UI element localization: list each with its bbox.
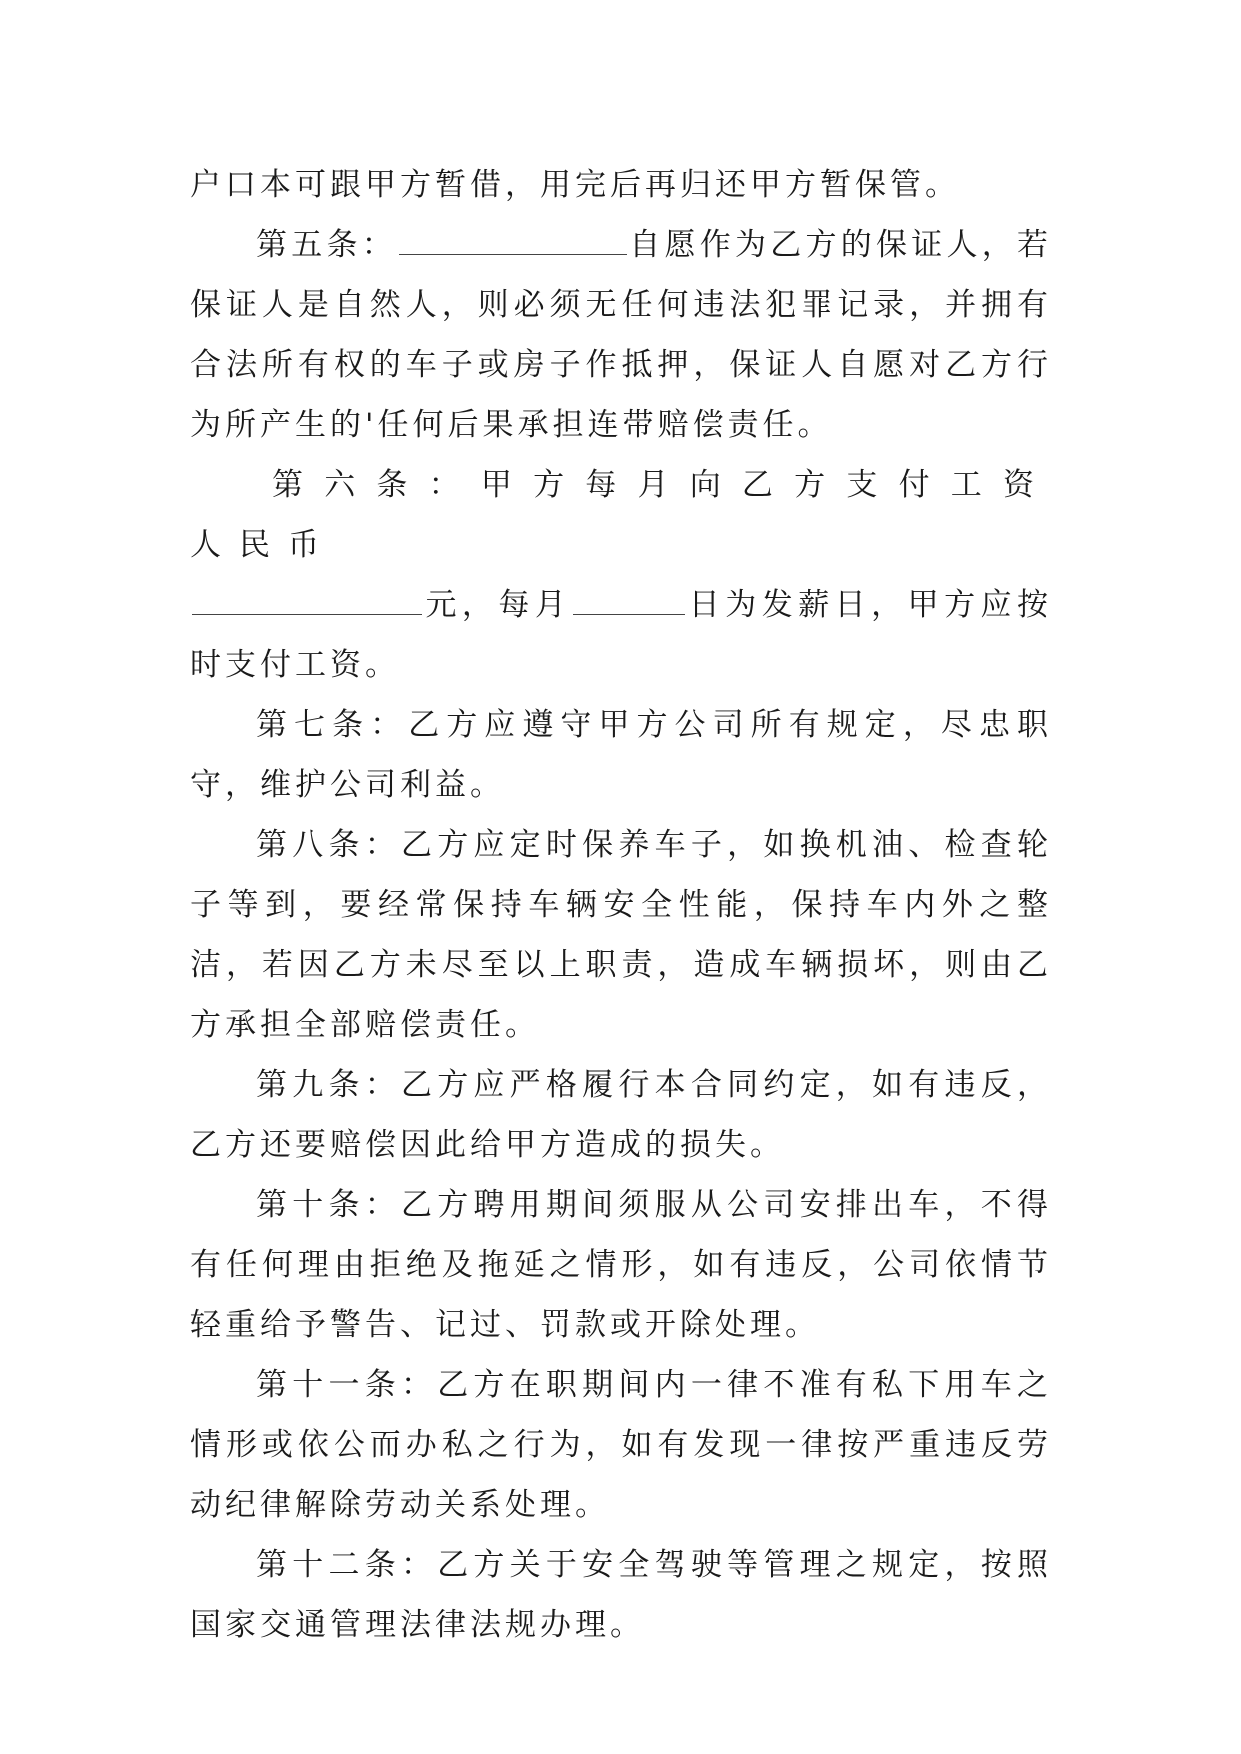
paragraph-article-11: 第十一条：乙方在职期间内一律不准有私下用车之情形或依公而办私之行为，如有发现一律按严重违反劳动纪律解除劳动关系处理。 [190,1367,1052,1523]
payday-blank [573,580,685,615]
paragraph-article-9: 第九条：乙方应严格履行本合同约定，如有违反，乙方还要赔偿因此给甲方造成的损失。 [190,1067,1052,1163]
article-6-body: 日为发薪日，甲方应按时支付工资。 [190,587,1053,683]
salary-amount-blank [192,580,422,615]
paragraph-household-register: 户口本可跟甲方暂借，用完后再归还甲方暂保管。 [190,167,960,203]
paragraph-article-6-rest [190,575,1052,695]
paragraph-article-10: 第十条：乙方聘用期间须服从公司安排出车，不得有任何理由拒绝及拖延之情形，如有违反，公司依情节轻重给予警告、记过、罚款或开除处理。 [190,1187,1052,1343]
contract-body [190,155,1052,1655]
guarantor-blank [399,220,627,255]
paragraph-article-6-line1: 第六条：甲方每月向乙方支付工资人民币 [190,467,1052,563]
paragraph-article-12: 第十二条：乙方关于安全驾驶等管理之规定，按照国家交通管理法律法规办理。 [190,1547,1052,1643]
article-5-heading: 第五条： [256,227,397,263]
paragraph-article-8: 第八条：乙方应定时保养车子，如换机油、检查轮子等到，要经常保持车辆安全性能，保持车内外之整洁，若因乙方未尽至以上职责，造成车辆损坏，则由乙方承担全部赔偿责任。 [190,827,1052,1043]
article-5-body: 自愿作为乙方的保证人，若保证人是自然人，则必须无任何违法犯罪记录，并拥有合法所有权的车子或房子作抵押，保证人自愿对乙方行为所产生的'任何后果承担连带赔偿责任。 [190,227,1052,443]
paragraph-article-7: 第七条：乙方应遵守甲方公司所有规定，尽忠职守，维护公司利益。 [190,707,1052,803]
article-6-yuan: 元，每月 [424,587,572,623]
paragraph-article-5 [190,215,1052,455]
